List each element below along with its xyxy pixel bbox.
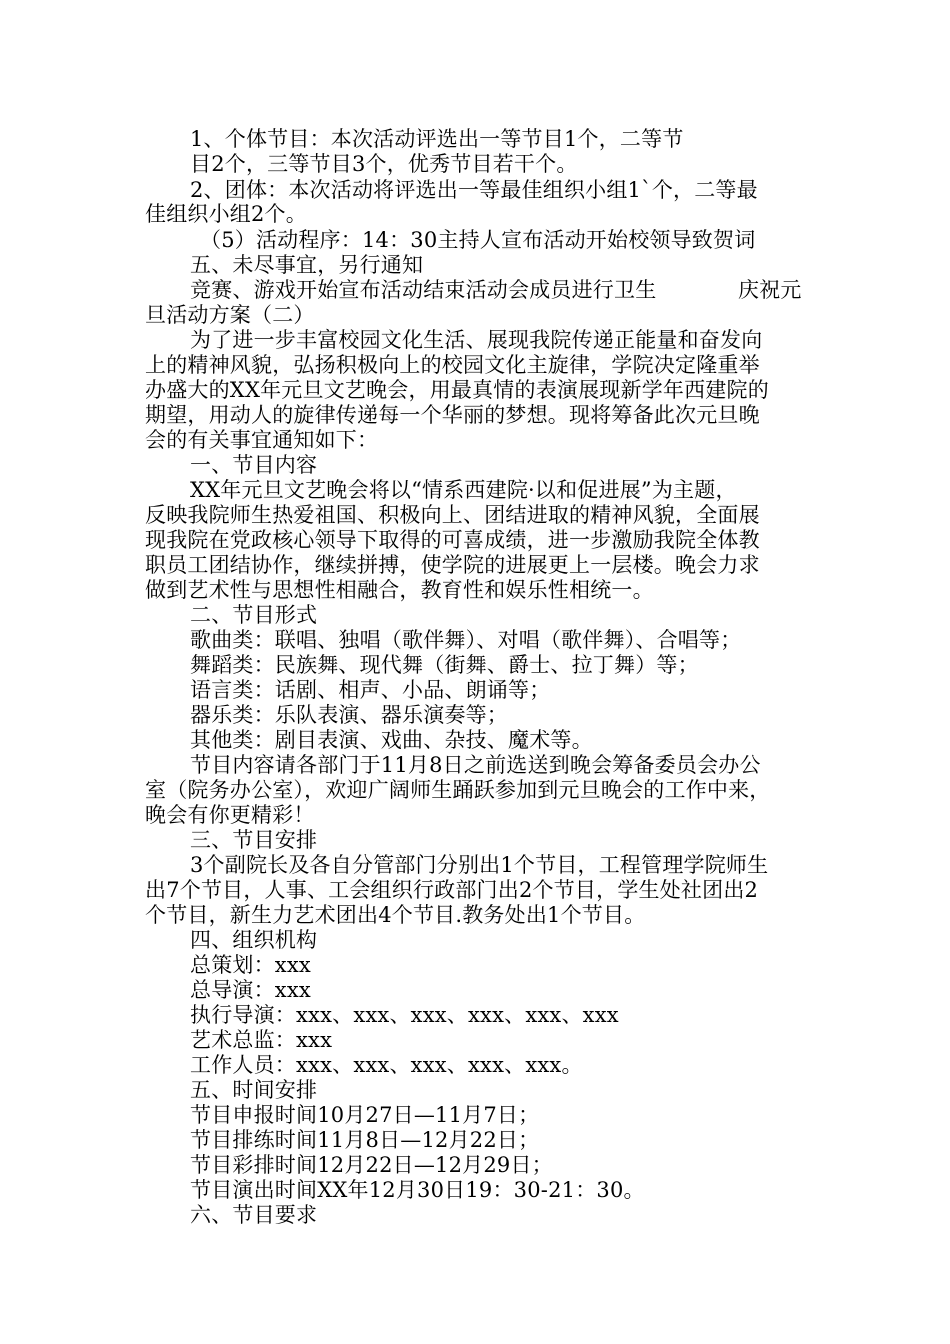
paragraph-line: 办盛大的XX年元旦文艺晚会，用最真情的表演展现新学年西建院的 [145, 378, 769, 402]
paragraph-line: 现我院在党政核心领导下取得的可喜成绩，进一步激励我院全体教 [145, 528, 760, 552]
document-title-part: 旦活动方案（二） [145, 303, 315, 327]
paragraph-line: 晚会有你更精彩！ [145, 803, 315, 827]
paragraph-line: 个节目，新生力艺术团出4个节目.教务处出1个节目。 [145, 903, 646, 927]
list-item: 节目彩排时间12月22日—12月29日； [190, 1153, 553, 1177]
list-item: 艺术总监：xxx [190, 1028, 333, 1052]
list-item: 执行导演：xxx、xxx、xxx、xxx、xxx、xxx [190, 1003, 619, 1027]
paragraph-line: 佳组织小组2个。 [145, 202, 307, 226]
paragraph-line: 做到艺术性与思想性相融合，教育性和娱乐性相统一。 [145, 578, 654, 602]
paragraph-line: 反映我院师生热爱祖国、积极向上、团结进取的精神风貌，全面展 [145, 503, 760, 527]
paragraph-line: 会的有关事宜通知如下： [145, 428, 379, 452]
list-item: 节目演出时间XX年12月30日19：30-21：30。 [190, 1178, 645, 1202]
list-item: 节目排练时间11月8日—12月22日； [190, 1128, 540, 1152]
section-heading: 一、节目内容 [190, 453, 318, 477]
list-item: 总策划：xxx [190, 953, 311, 977]
list-item: 总导演：xxx [190, 978, 311, 1002]
list-item: 工作人员：xxx、xxx、xxx、xxx、xxx。 [190, 1053, 583, 1077]
paragraph-line: 出7个节目，人事、工会组织行政部门出2个节目，学生处社团出2 [145, 878, 759, 902]
paragraph-line: 节目内容请各部门于11月8日之前选送到晚会筹备委员会办公 [190, 753, 761, 777]
document-title-part: 庆祝元 [738, 278, 802, 302]
list-item: 节目申报时间10月27日—11月7日； [190, 1103, 540, 1127]
paragraph-line: 期望，用动人的旋律传递每一个华丽的梦想。现将筹备此次元旦晚 [145, 403, 760, 427]
section-heading: 三、节目安排 [190, 828, 318, 852]
paragraph-line: 职员工团结协作，继续拼搏，使学院的进展更上一层楼。晚会力求 [145, 553, 760, 577]
paragraph-line: （5）活动程序：14：30主持人宣布活动开始校领导致贺词 [200, 228, 756, 252]
paragraph-line: 1、个体节目：本次活动评选出一等节目1个，二等节 [190, 127, 684, 151]
paragraph-line: 上的精神风貌，弘扬积极向上的校园文化主旋律，学院决定隆重举 [145, 353, 760, 377]
section-heading: 六、节目要求 [190, 1203, 318, 1227]
paragraph-line: 室（院务办公室），欢迎广阔师生踊跃参加到元旦晚会的工作中来， [145, 778, 771, 802]
section-heading: 二、节目形式 [190, 603, 318, 627]
paragraph-line: 竞赛、游戏开始宣布活动结束活动会成员进行卫生 [190, 278, 657, 302]
list-item: 舞蹈类：民族舞、现代舞（街舞、爵士、拉丁舞）等； [190, 653, 699, 677]
paragraph-line: 3个副院长及各自分管部门分别出1个节目，工程管理学院师生 [190, 853, 769, 877]
paragraph-line: 目2个，三等节目3个，优秀节目若干个。 [190, 152, 578, 176]
paragraph-line: 为了进一步丰富校园文化生活、展现我院传递正能量和奋发向 [190, 328, 763, 352]
list-item: 歌曲类：联唱、独唱（歌伴舞）、对唱（歌伴舞）、合唱等； [190, 628, 742, 652]
list-item: 语言类：话剧、相声、小品、朗诵等； [190, 678, 551, 702]
paragraph-line: XX年元旦文艺晚会将以“情系西建院·以和促进展”为主题， [190, 478, 737, 502]
section-heading: 五、时间安排 [190, 1078, 318, 1102]
section-heading: 四、组织机构 [190, 928, 318, 952]
paragraph-line: 2、团体：本次活动将评选出一等最佳组织小组1`个，二等最 [190, 178, 758, 202]
list-item: 其他类：剧目表演、戏曲、杂技、魔术等。 [190, 728, 593, 752]
section-heading: 五、未尽事宜，另行通知 [190, 253, 424, 277]
list-item: 器乐类：乐队表演、器乐演奏等； [190, 703, 508, 727]
